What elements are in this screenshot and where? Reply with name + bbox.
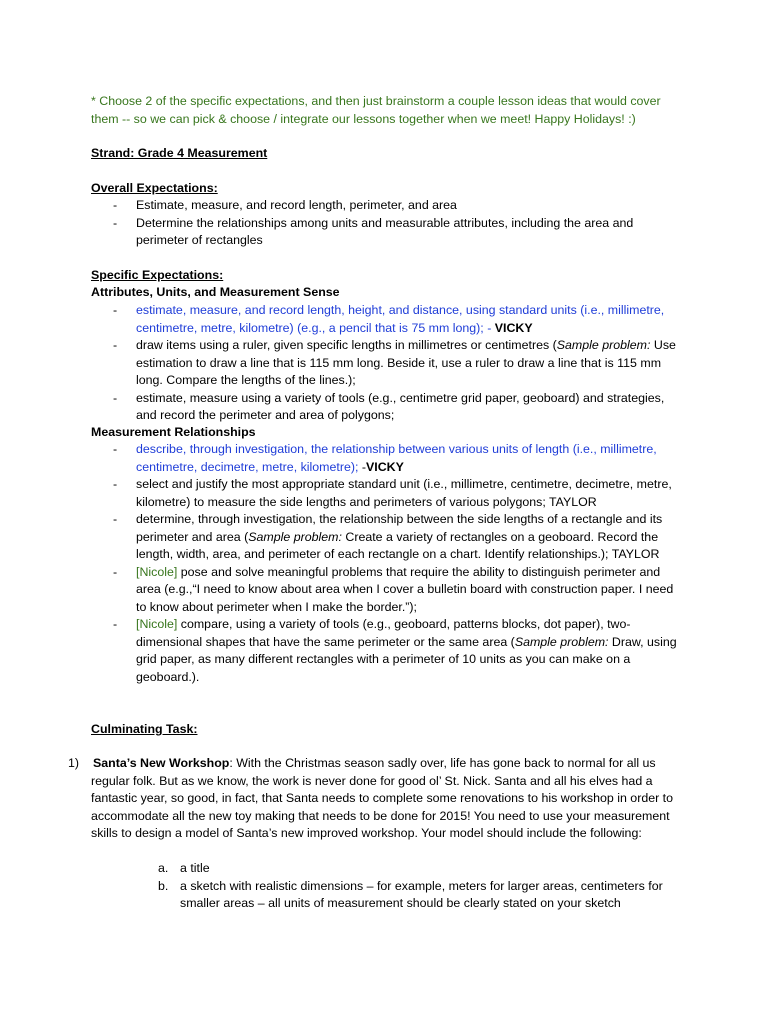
assignee-tag: [Nicole]: [136, 617, 178, 631]
list-item: - estimate, measure, and record length, height, and distance, using standard units (i.e., millimetre, centimetre, metre, kilometre) (e.g., a pencil that is 75 mm long); - VICKY: [113, 303, 665, 335]
list-item: - [Nicole] compare, using a variety of tools (e.g., geoboard, patterns blocks, dot paper), two-dimensional shapes that have the same perimeter or the same area (Sample problem: Draw, using grid paper, as many different rectangles with a perimeter of 10 units as you can make on a geoboard.).: [113, 617, 677, 684]
list-item: - Estimate, measure, and record length, perimeter, and area: [113, 198, 457, 212]
assignee-name: VICKY: [494, 320, 533, 335]
overall-expectations-heading: Overall Expectations:: [91, 181, 218, 195]
specific-expectations-heading: Specific Expectations:: [91, 268, 224, 282]
list-item: - draw items using a ruler, given specific lengths in millimetres or centimetres (Sample problem: Use estimation to draw a line that is 115 mm long. Beside it, use a ruler to draw a line that is 115 mm long. Compare the lengths of the lines.);: [113, 338, 676, 387]
list-item: - estimate, measure using a variety of tools (e.g., centimetre grid paper, geoboard) and strategies, and record the perimeter and area of polygons;: [113, 390, 665, 422]
attributes-expectations-list: [91, 302, 681, 425]
list-item: a. a title: [158, 861, 210, 875]
intro-note: * Choose 2 of the specific expectations, and then just brainstorm a couple lesson ideas that would cover them -- so we can pick & choose / integrate our lessons together when we meet! Happy Holidays! :): [91, 94, 661, 126]
list-item: - determine, through investigation, the relationship between the side lengths of a rectangle and its perimeter and area (Sample problem: Create a variety of rectangles on a geoboard. Record the length, width, area, and perimeter of each rectangle on a chart. Identify relationships.); TAYLOR: [113, 512, 663, 561]
culminating-task-heading: Culminating Task:: [91, 722, 198, 736]
assignee-name: VICKY: [366, 459, 404, 474]
culminating-task-item: [68, 755, 680, 843]
list-item: b. a sketch with realistic dimensions – for example, meters for larger areas, centimeters for smaller areas – all units of measurement should be clearly stated on your sketch: [158, 878, 663, 910]
list-item: - [Nicole] pose and solve meaningful problems that require the ability to distinguish perimeter and area (e.g.,“I need to know about area when I cover a bulletin board with construction paper. I need to know about perimeter when I make the border.”);: [113, 564, 674, 614]
relationships-expectations-list: [91, 441, 681, 686]
list-item: - describe, through investigation, the relationship between various units of length (i.e., millimetre, centimetre, decimetre, metre, kilometre); -VICKY: [113, 442, 657, 474]
list-item: - select and justify the most appropriate standard unit (i.e., millimetre, centimetre, decimetre, metre, kilometre) to measure the side lengths and perimeters of various polygons; TAYLOR: [113, 477, 672, 509]
task-description: Santa’s New Workshop: With the Christmas season sadly over, life has gone back to normal for all us regular folk. But as we know, the work is never done for good ol’ St. Nick. Santa and all his elves had a fantastic year, so good, in fact, that Santa needs to complete some renovations to his workshop in order to accommodate all the new toy making that needs to be done for 2015! You need to use your measurement skills to design a model of Santa’s new improved workshop. Your model should include the following:: [91, 756, 674, 840]
strand-heading: Strand: Grade 4 Measurement: [91, 146, 268, 160]
section-title-attributes: Attributes, Units, and Measurement Sense: [91, 285, 340, 299]
task-number: 1): [68, 756, 80, 770]
list-item: - Determine the relationships among units and measurable attributes, including the area and perimeter of rectangles: [113, 215, 634, 247]
task-requirements-list: [158, 860, 683, 913]
task-title: Santa’s New Workshop: [93, 756, 230, 770]
section-title-relationships: Measurement Relationships: [91, 425, 256, 439]
overall-expectations-list: [91, 197, 681, 250]
assignee-tag: [Nicole]: [136, 564, 178, 579]
